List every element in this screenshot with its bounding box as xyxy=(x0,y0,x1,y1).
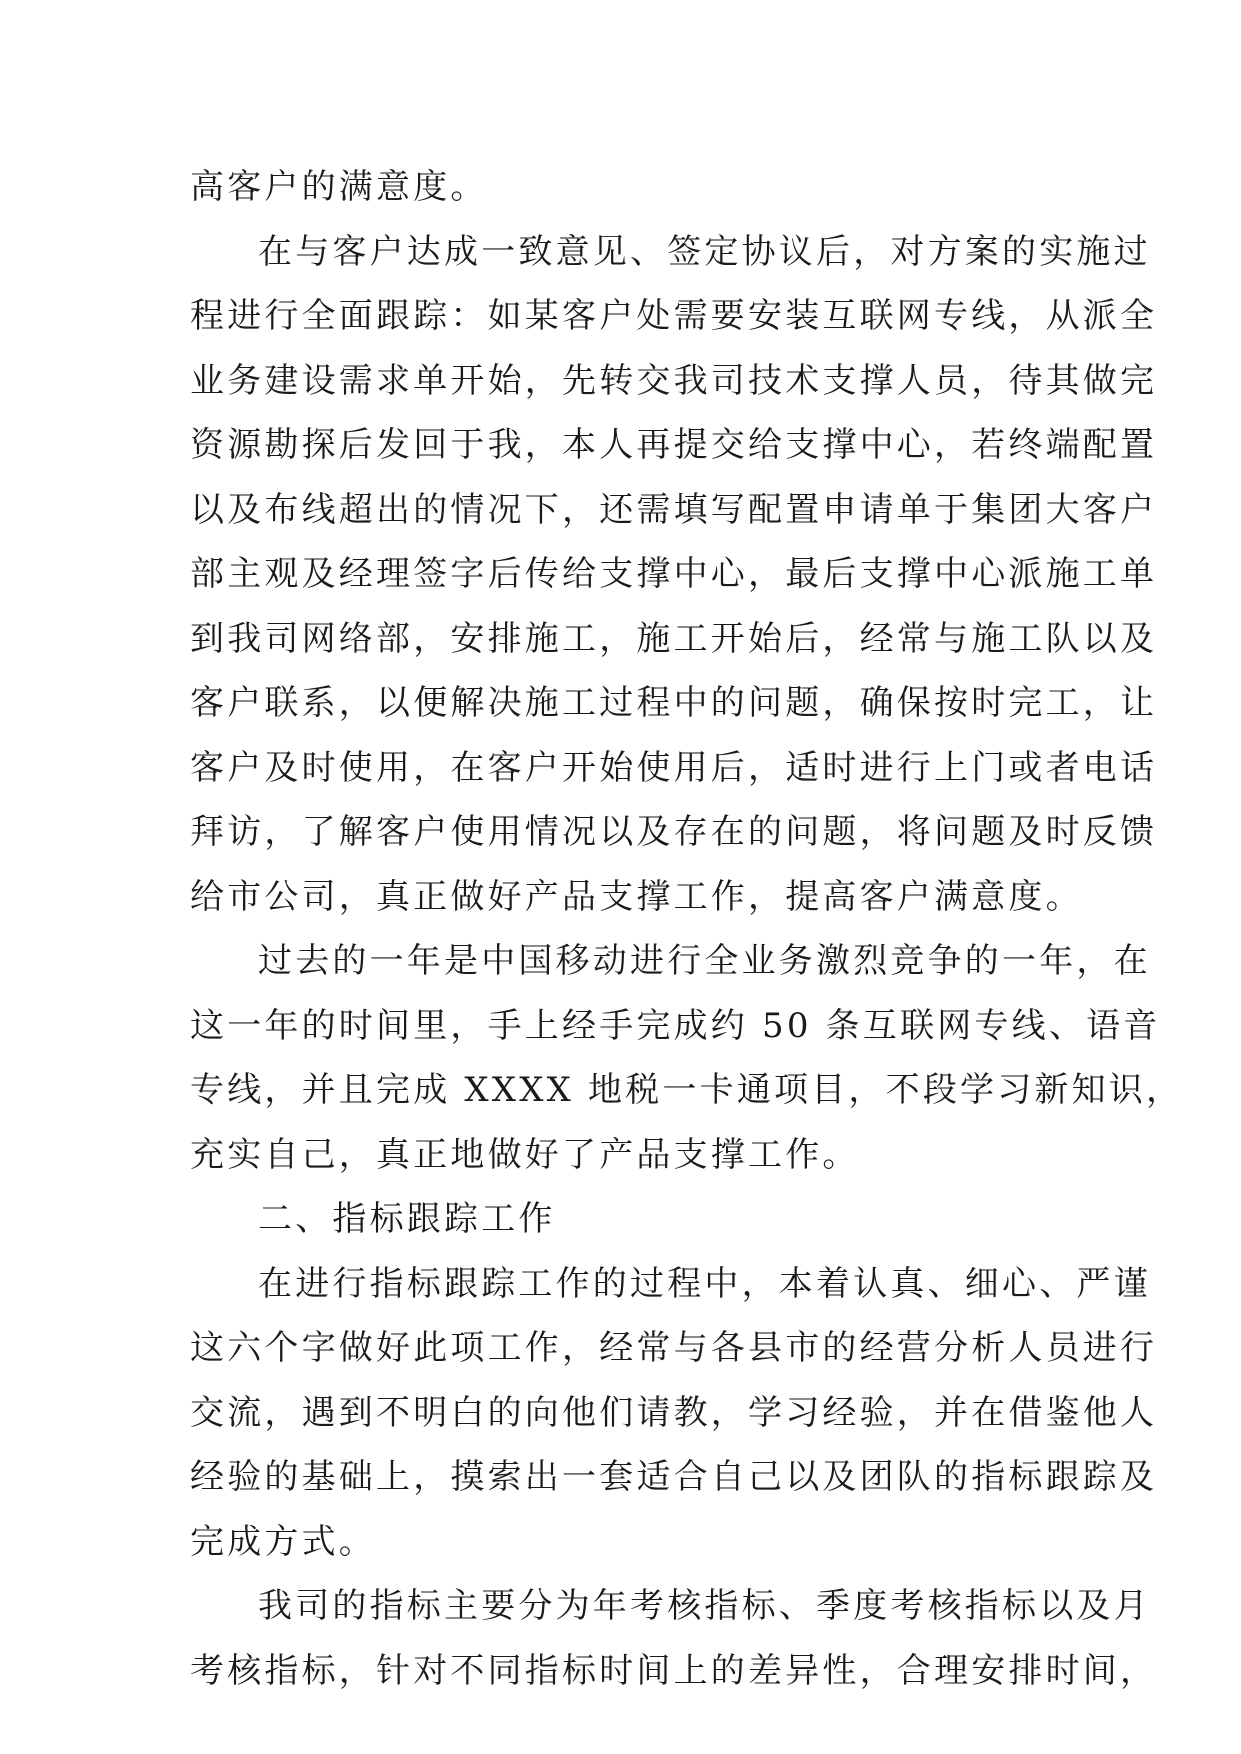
text-line: 客户联系，以便解决施工过程中的问题，确保按时完工，让 xyxy=(190,683,1158,723)
document-body xyxy=(190,155,1184,1703)
text-line: 我司的指标主要分为年考核指标、季度考核指标以及月 xyxy=(258,1586,1151,1626)
text-line: 到我司网络部，安排施工，施工开始后，经常与施工队以及 xyxy=(190,618,1158,659)
text-line: 在与客户达成一致意见、签定协议后，对方案的实施过 xyxy=(258,231,1151,272)
text-line: 程进行全面跟踪：如某客户处需要安装互联网专线，从派全 xyxy=(190,296,1158,336)
text-line: 交流，遇到不明白的向他们请教，学习经验，并在借鉴他人 xyxy=(190,1392,1158,1433)
text-line: 资源勘探后发回于我，本人再提交给支撑中心，若终端配置 xyxy=(190,425,1158,465)
text-line: 过去的一年是中国移动进行全业务激烈竞争的一年，在 xyxy=(258,941,1151,981)
text-line: 给市公司，真正做好产品支撑工作，提高客户满意度。 xyxy=(190,876,1083,917)
text-line: 这一年的时间里，手上经手完成约 50 条互联网专线、语音 xyxy=(190,1005,1161,1046)
text-line: 二、指标跟踪工作 xyxy=(258,1199,556,1239)
text-line: 完成方式。 xyxy=(190,1521,376,1562)
text-line: 以及布线超出的情况下，还需填写配置申请单于集团大客户 xyxy=(190,489,1158,530)
text-line: 拜访，了解客户使用情况以及存在的问题，将问题及时反馈 xyxy=(190,812,1158,852)
text-line: 专线，并且完成 XXXX 地税一卡通项目，不段学习新知识， xyxy=(190,1070,1184,1110)
text-line: 考核指标，针对不同指标时间上的差异性，合理安排时间， xyxy=(190,1650,1158,1691)
text-line: 客户及时使用，在客户开始使用后，适时进行上门或者电话 xyxy=(190,747,1158,788)
text-line: 部主观及经理签字后传给支撑中心，最后支撑中心派施工单 xyxy=(190,554,1158,594)
text-line: 高客户的满意度。 xyxy=(190,167,488,207)
text-line: 经验的基础上，摸索出一套适合自己以及团队的指标跟踪及 xyxy=(190,1457,1158,1497)
text-line: 在进行指标跟踪工作的过程中，本着认真、细心、严谨 xyxy=(258,1263,1151,1304)
text-line: 充实自己，真正地做好了产品支撑工作。 xyxy=(190,1134,860,1175)
text-line: 这六个字做好此项工作，经常与各县市的经营分析人员进行 xyxy=(190,1328,1158,1368)
text-line: 业务建设需求单开始，先转交我司技术支撑人员，待其做完 xyxy=(190,360,1158,401)
